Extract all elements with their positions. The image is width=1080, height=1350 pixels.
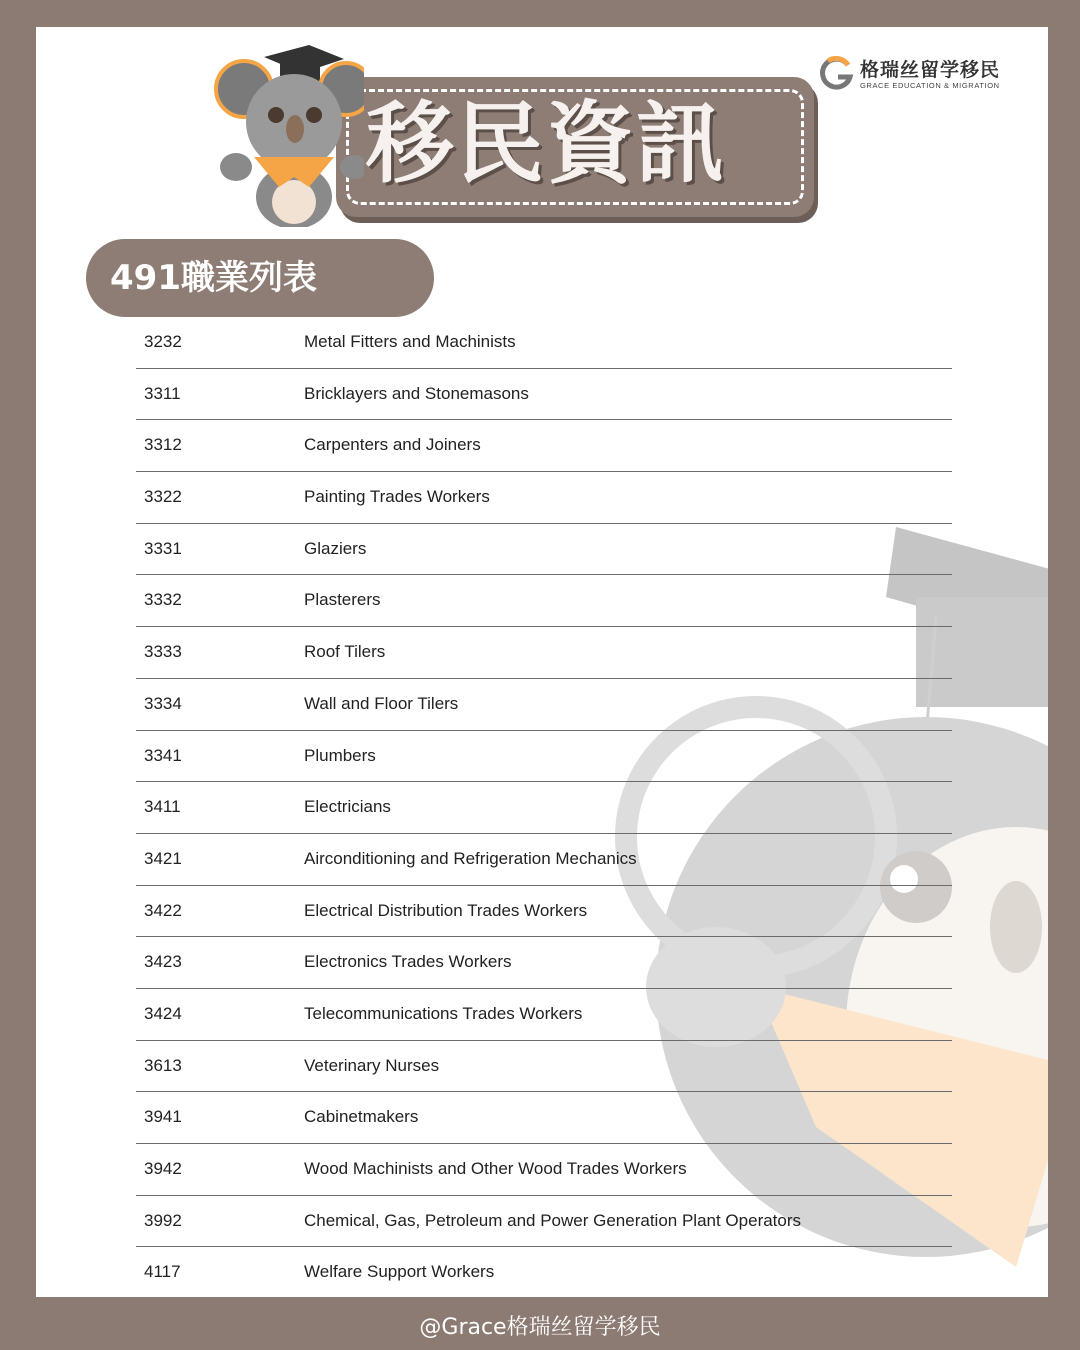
occupation-name: Metal Fitters and Machinists <box>304 332 516 351</box>
occupation-code: 3421 <box>144 848 182 868</box>
occupation-name: Electricians <box>304 797 391 817</box>
table-row <box>136 1196 952 1248</box>
occupation-name: Bricklayers and Stonemasons <box>304 383 529 403</box>
table-row <box>136 886 952 938</box>
occupation-name: Wood Machinists and Other Wood Trades Workers <box>304 1159 687 1178</box>
occupation-name: Glaziers <box>304 538 367 558</box>
occupation-code: 3424 <box>144 1003 182 1023</box>
table-row <box>136 1041 952 1093</box>
occupation-code: 3411 <box>144 797 181 817</box>
footer-handle: @Grace格瑞丝留学移民 <box>419 1315 661 1340</box>
table-row <box>136 524 952 576</box>
table-row <box>136 731 952 783</box>
content-card <box>36 27 1048 1297</box>
table-row <box>136 679 952 731</box>
occupation-code: 3332 <box>144 590 182 610</box>
logo-name-en: GRACE EDUCATION & MIGRATION <box>860 81 1000 90</box>
table-row <box>136 1144 952 1196</box>
occupation-code: 3331 <box>144 538 182 558</box>
occupation-name: Veterinary Nurses <box>304 1055 440 1075</box>
table-row <box>136 834 952 886</box>
occupation-table <box>136 317 952 1297</box>
section-title: 491職業列表 <box>110 258 317 298</box>
grace-g-logo-icon <box>818 55 854 91</box>
occupation-name: Carpenters and Joiners <box>304 435 481 455</box>
occupation-name: Wall and Floor Tilers <box>304 693 459 713</box>
occupation-code: 3613 <box>144 1055 182 1075</box>
occupation-name: Plumbers <box>304 745 376 765</box>
occupation-code: 3232 <box>144 332 182 351</box>
occupation-code: 3422 <box>144 900 182 920</box>
table-row <box>136 627 952 679</box>
table-row <box>136 782 952 834</box>
header-banner <box>336 77 814 217</box>
table-row <box>136 317 952 369</box>
occupation-code: 3423 <box>144 952 182 972</box>
banner-title: 移民資訊 <box>366 92 727 195</box>
table-row <box>136 1092 952 1144</box>
occupation-code: 3311 <box>144 383 181 403</box>
occupation-code: 3941 <box>144 1107 182 1127</box>
occupation-name: Cabinetmakers <box>304 1107 419 1127</box>
section-title-pill <box>86 239 434 317</box>
occupation-name: Airconditioning and Refrigeration Mechanics <box>304 848 637 868</box>
occupation-name: Welfare Support Workers <box>304 1262 495 1282</box>
occupation-code: 3992 <box>144 1210 182 1230</box>
occupation-name: Painting Trades Workers <box>304 487 490 507</box>
brand-logo <box>818 55 1018 95</box>
koala-mascot-icon <box>214 37 364 227</box>
occupation-code: 3312 <box>144 435 182 455</box>
occupation-name: Roof Tilers <box>304 642 386 662</box>
table-row <box>136 369 952 421</box>
occupation-name: Chemical, Gas, Petroleum and Power Generation Plant Operators <box>304 1210 802 1230</box>
occupation-name: Electrical Distribution Trades Workers <box>304 900 588 920</box>
logo-name-cn: 格瑞丝留学移民 <box>860 59 1001 81</box>
table-row <box>136 1247 952 1297</box>
occupation-code: 3341 <box>144 745 182 765</box>
occupation-code: 3333 <box>144 642 182 662</box>
table-row <box>136 989 952 1041</box>
table-row <box>136 420 952 472</box>
occupation-code: 3942 <box>144 1159 182 1178</box>
occupation-code: 3322 <box>144 487 182 507</box>
occupation-name: Electronics Trades Workers <box>304 952 512 972</box>
table-row <box>136 472 952 524</box>
table-row <box>136 575 952 627</box>
occupation-name: Plasterers <box>304 590 381 610</box>
occupation-code: 4117 <box>144 1262 181 1282</box>
occupation-name: Telecommunications Trades Workers <box>304 1003 583 1023</box>
table-row <box>136 937 952 989</box>
occupation-code: 3334 <box>144 693 182 713</box>
